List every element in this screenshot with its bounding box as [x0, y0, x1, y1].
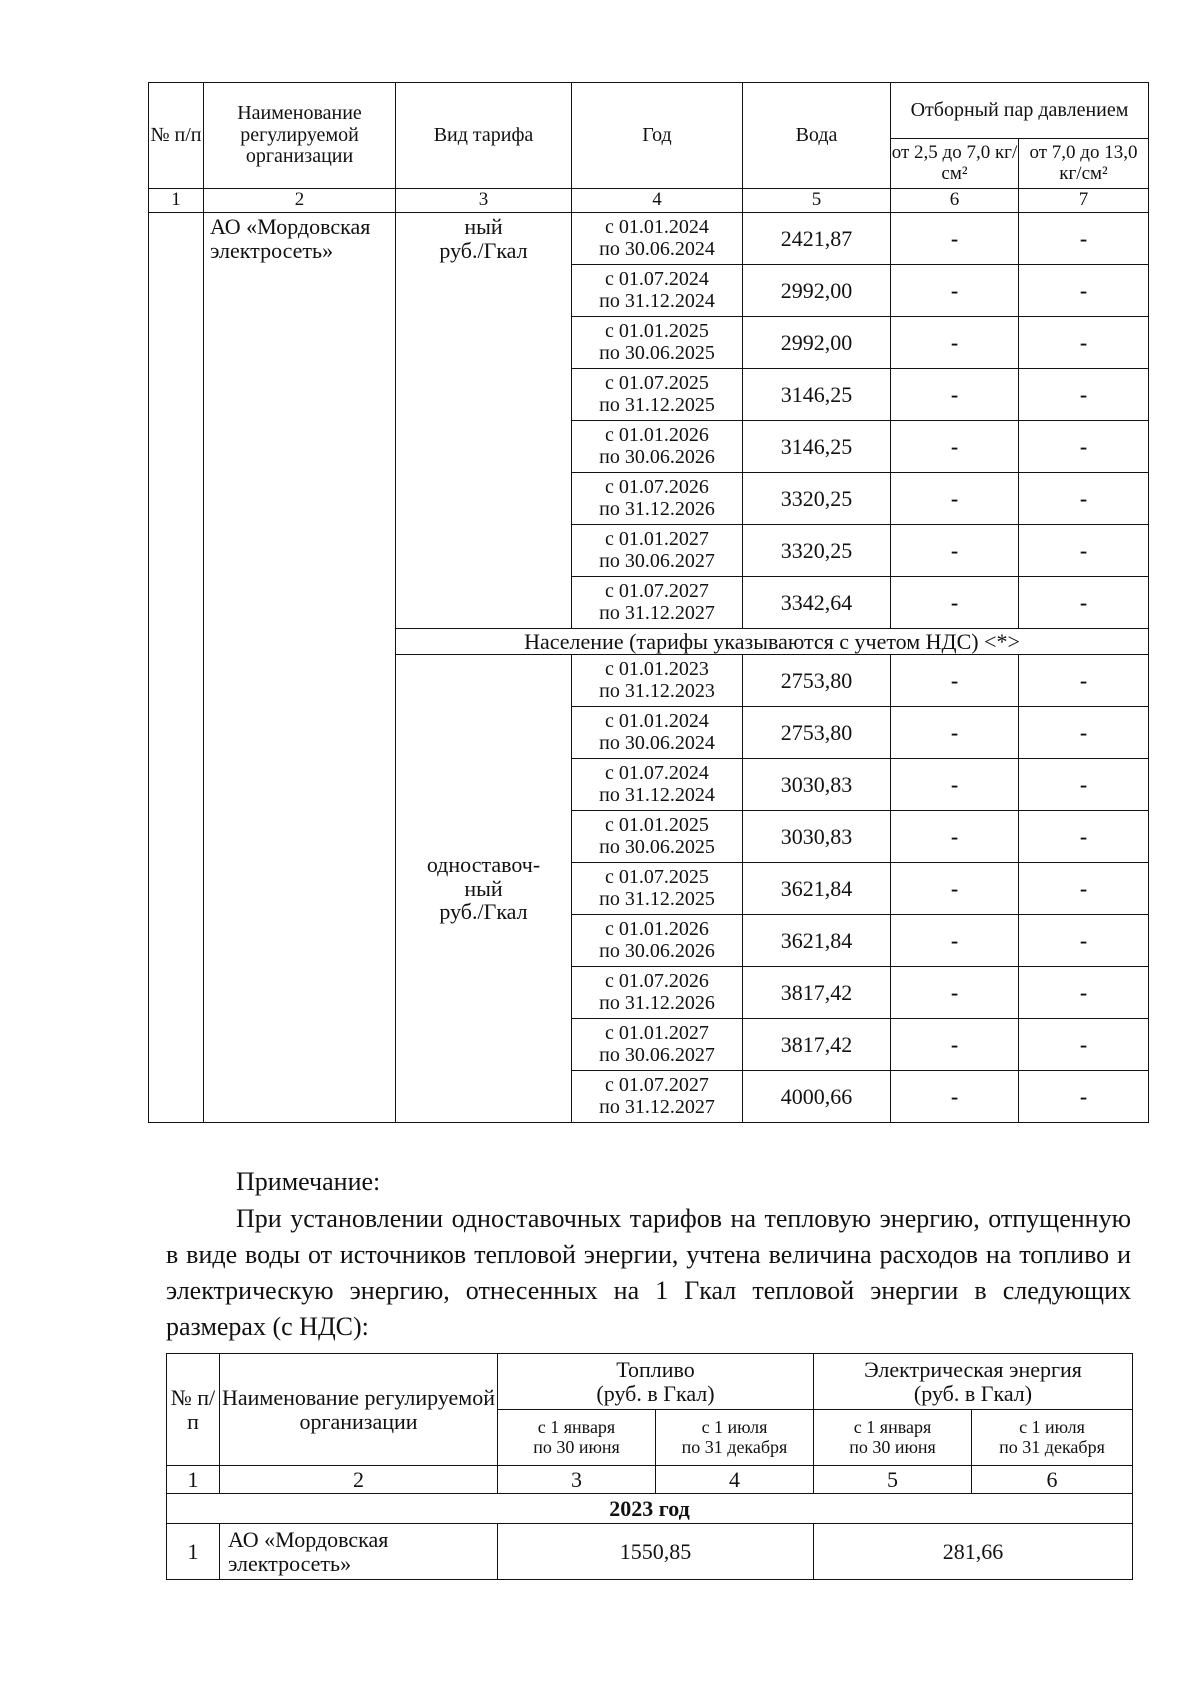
water-value: 4000,66	[743, 1071, 891, 1123]
steam-low-value: -	[891, 1019, 1019, 1071]
water-value: 2753,80	[743, 655, 891, 707]
water-value: 2992,00	[743, 265, 891, 317]
period-from: с 01.07.2027	[605, 579, 709, 602]
header-electricity	[814, 1354, 1133, 1410]
header-elec-jan	[814, 1410, 972, 1466]
period-to: по 30.06.2027	[599, 1043, 715, 1066]
header-period-line: по 30 июня	[533, 1436, 620, 1457]
period-cell	[572, 213, 743, 265]
col-number: 6	[891, 189, 1019, 213]
period-cell	[572, 915, 743, 967]
steam-high-value: -	[1019, 915, 1149, 967]
period-to: по 30.06.2027	[599, 549, 715, 572]
period-from: с 01.07.2025	[605, 371, 709, 394]
steam-low-value: -	[891, 811, 1019, 863]
header-elec-jul	[972, 1410, 1133, 1466]
header-fuel-line: (руб. в Гкал)	[596, 1380, 715, 1406]
col-number: 7	[1019, 189, 1149, 213]
period-cell	[572, 811, 743, 863]
col-number: 2	[204, 189, 396, 213]
water-value: 3817,42	[743, 1019, 891, 1071]
row-num: 1	[167, 1524, 220, 1580]
period-cell	[572, 1071, 743, 1123]
water-value: 3146,25	[743, 369, 891, 421]
header-period-line: с 1 января	[853, 1417, 932, 1438]
period-from: с 01.07.2025	[605, 865, 709, 888]
water-value: 3621,84	[743, 915, 891, 967]
col-number: 3	[396, 189, 572, 213]
header-period-line: с 1 июля	[1019, 1417, 1085, 1438]
tariff-kind-line: руб./Гкал	[439, 899, 528, 925]
header-period-line: с 1 января	[537, 1417, 616, 1438]
period-to: по 31.12.2027	[599, 1095, 715, 1118]
header-water: Вода	[743, 83, 891, 189]
water-value: 3030,83	[743, 759, 891, 811]
water-value: 3146,25	[743, 421, 891, 473]
header-num: № п/п	[167, 1354, 220, 1466]
tariff-kind-line: ный	[464, 875, 503, 901]
period-to: по 30.06.2026	[599, 445, 715, 468]
water-value: 3342,64	[743, 577, 891, 629]
period-to: по 30.06.2025	[599, 835, 715, 858]
steam-low-value: -	[891, 759, 1019, 811]
org-name: АО «Мордовская электросеть»	[204, 213, 396, 1123]
col-number: 3	[498, 1466, 656, 1494]
period-to: по 31.12.2024	[599, 289, 715, 312]
header-period-line: по 30 июня	[849, 1436, 936, 1457]
header-period-line: по 31 декабря	[999, 1436, 1105, 1457]
fuel-electricity-table	[166, 1353, 1133, 1580]
header-fuel-jan	[498, 1410, 656, 1466]
period-from: с 01.01.2027	[605, 527, 709, 550]
tariff-kind-line: ный	[464, 214, 503, 239]
col-number: 5	[814, 1466, 972, 1494]
steam-high-value: -	[1019, 473, 1149, 525]
period-from: с 01.07.2024	[605, 761, 709, 784]
period-from: с 01.01.2024	[605, 709, 709, 732]
steam-high-value: -	[1019, 525, 1149, 577]
electricity-value: 281,66	[814, 1524, 1133, 1580]
period-cell	[572, 369, 743, 421]
period-from: с 01.01.2027	[605, 1021, 709, 1044]
water-value: 2753,80	[743, 707, 891, 759]
header-electricity-line: (руб. в Гкал)	[913, 1380, 1033, 1406]
header-electricity-line: Электрическая энергия	[864, 1356, 1082, 1382]
period-from: с 01.01.2024	[605, 215, 709, 238]
period-cell	[572, 421, 743, 473]
header-fuel-line: Топливо	[616, 1356, 695, 1382]
fuel-value: 1550,85	[498, 1524, 814, 1580]
col-number: 4	[656, 1466, 814, 1494]
period-cell	[572, 577, 743, 629]
steam-low-value: -	[891, 317, 1019, 369]
period-cell	[572, 1019, 743, 1071]
period-cell	[572, 707, 743, 759]
water-value: 2992,00	[743, 317, 891, 369]
note-body: При установлении одноставочных тарифов на тепловую энергию, отпущенную в виде воды от источников тепловой энергии, учтена величина расходов на топливо и электрическую энергию, отнесенных на 1 Гкал тепловой энергии в следующих размерах (с НДС):	[166, 1204, 1131, 1341]
steam-low-value: -	[891, 863, 1019, 915]
tariff-kind-line: одноставоч-	[426, 851, 541, 877]
col-number: 4	[572, 189, 743, 213]
header-tariff-kind: Вид тарифа	[396, 83, 572, 189]
period-cell	[572, 655, 743, 707]
steam-high-value: -	[1019, 655, 1149, 707]
header-fuel	[498, 1354, 814, 1410]
steam-high-value: -	[1019, 317, 1149, 369]
tariff-kind-line: руб./Гкал	[439, 237, 528, 263]
steam-high-value: -	[1019, 863, 1149, 915]
steam-low-value: -	[891, 525, 1019, 577]
header-steam-high: от 7,0 до 13,0 кг/см²	[1019, 139, 1149, 189]
steam-high-value: -	[1019, 1071, 1149, 1123]
water-value: 3621,84	[743, 863, 891, 915]
header-steam-low: от 2,5 до 7,0 кг/см²	[891, 139, 1019, 189]
header-org: Наименование регулируемой организации	[204, 83, 396, 189]
steam-low-value: -	[891, 707, 1019, 759]
tariff-kind-top	[396, 213, 572, 629]
header-org: Наименование регулируемой организации	[220, 1354, 498, 1466]
steam-low-value: -	[891, 213, 1019, 265]
row-num-cell	[149, 213, 204, 1123]
water-value: 2421,87	[743, 213, 891, 265]
steam-low-value: -	[891, 369, 1019, 421]
period-cell	[572, 525, 743, 577]
header-steam: Отборный пар давлением	[891, 83, 1149, 139]
period-from: с 01.01.2025	[605, 813, 709, 836]
period-to: по 30.06.2024	[599, 237, 715, 260]
header-period-line: по 31 декабря	[681, 1436, 788, 1457]
period-cell	[572, 759, 743, 811]
period-to: по 31.12.2023	[599, 679, 715, 702]
header-year: Год	[572, 83, 743, 189]
steam-low-value: -	[891, 655, 1019, 707]
steam-high-value: -	[1019, 1019, 1149, 1071]
period-from: с 01.07.2026	[605, 475, 709, 498]
col-number: 1	[167, 1466, 220, 1494]
period-cell	[572, 265, 743, 317]
period-cell	[572, 967, 743, 1019]
period-from: с 01.07.2026	[605, 969, 709, 992]
steam-low-value: -	[891, 421, 1019, 473]
steam-high-value: -	[1019, 707, 1149, 759]
col-number: 6	[972, 1466, 1133, 1494]
note-title: Примечание:	[236, 1167, 381, 1196]
period-to: по 31.12.2026	[599, 497, 715, 520]
steam-high-value: -	[1019, 811, 1149, 863]
steam-high-value: -	[1019, 759, 1149, 811]
period-to: по 31.12.2024	[599, 783, 715, 806]
water-value: 3030,83	[743, 811, 891, 863]
year-label: 2023 год	[167, 1494, 1133, 1524]
section-population: Население (тарифы указываются с учетом НДС) <*>	[396, 629, 1149, 655]
water-value: 3817,42	[743, 967, 891, 1019]
org-name: АО «Мордовская электросеть»	[220, 1524, 498, 1580]
period-to: по 31.12.2025	[599, 393, 715, 416]
steam-low-value: -	[891, 915, 1019, 967]
steam-high-value: -	[1019, 369, 1149, 421]
period-to: по 31.12.2027	[599, 601, 715, 624]
steam-high-value: -	[1019, 265, 1149, 317]
period-from: с 01.01.2026	[605, 423, 709, 446]
period-cell	[572, 863, 743, 915]
col-number: 5	[743, 189, 891, 213]
steam-low-value: -	[891, 265, 1019, 317]
period-from: с 01.01.2023	[605, 657, 709, 680]
period-cell	[572, 317, 743, 369]
steam-low-value: -	[891, 1071, 1019, 1123]
header-period-line: с 1 июля	[701, 1417, 768, 1438]
header-num: № п/п	[149, 83, 204, 189]
col-number: 1	[149, 189, 204, 213]
water-value: 3320,25	[743, 525, 891, 577]
steam-low-value: -	[891, 577, 1019, 629]
period-from: с 01.01.2026	[605, 917, 709, 940]
water-value: 3320,25	[743, 473, 891, 525]
steam-high-value: -	[1019, 421, 1149, 473]
period-to: по 30.06.2026	[599, 939, 715, 962]
period-to: по 31.12.2025	[599, 887, 715, 910]
header-fuel-jul	[656, 1410, 814, 1466]
period-from: с 01.07.2027	[605, 1073, 709, 1096]
period-to: по 31.12.2026	[599, 991, 715, 1014]
period-to: по 30.06.2024	[599, 731, 715, 754]
steam-low-value: -	[891, 473, 1019, 525]
tariff-kind-population	[396, 655, 572, 1123]
period-to: по 30.06.2025	[599, 341, 715, 364]
period-from: с 01.01.2025	[605, 319, 709, 342]
tariff-table	[148, 82, 1149, 1123]
steam-high-value: -	[1019, 967, 1149, 1019]
steam-high-value: -	[1019, 213, 1149, 265]
steam-low-value: -	[891, 967, 1019, 1019]
period-from: с 01.07.2024	[605, 267, 709, 290]
period-cell	[572, 473, 743, 525]
col-number: 2	[220, 1466, 498, 1494]
steam-high-value: -	[1019, 577, 1149, 629]
